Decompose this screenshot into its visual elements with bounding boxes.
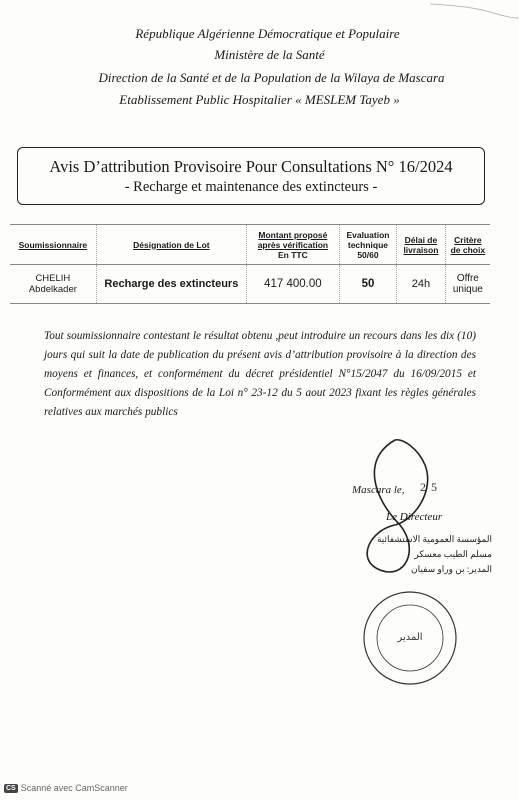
cell-soumissionnaire: CHELIH Abdelkader xyxy=(10,265,96,304)
table-header-row xyxy=(10,225,490,265)
cell-critere: Offre unique xyxy=(445,265,490,304)
cell-evaluation: 50 xyxy=(339,265,396,304)
director-stamp: المؤسسة العمومية الاستشفائية مسلم الطيب معسكر المدير: بن وراو سفيان xyxy=(376,534,492,574)
header-ministry: Ministère de la Santé xyxy=(214,47,325,62)
place-label: Mascara le, xyxy=(352,484,405,496)
header-montant: Montant proposé après vérification En TTC xyxy=(247,225,340,265)
notice-title-box xyxy=(17,147,485,205)
cell-delai: 24h xyxy=(397,265,446,304)
handwritten-date: 2 5 xyxy=(420,480,438,494)
cell-montant: 417 400.00 xyxy=(247,265,340,304)
header-direction: Direction de la Santé et de la Population de la Wilaya de Mascara xyxy=(98,70,445,85)
header-establishment: Etablissement Public Hospitalier « MESLEM Tayeb » xyxy=(119,92,400,107)
header-soumissionnaire: Soumissionnaire xyxy=(10,225,96,265)
corner-scribble xyxy=(430,0,519,20)
header-republic: République Algérienne Démocratique et Populaire xyxy=(135,26,400,41)
appeal-paragraph: Tout soumissionnaire contestant le résultat obtenu ,peut introduire un recours dans les dix (10) jours qui suit la date de publication du présent avis d’attribution provisoire à la direction des moyens et finances, et conformément du décret présidentiel N°15/2047 du 16/09/2015 et Conformément aux dispositions de la Loi n° 23-12 du 5 aout 2023 fixant les règles générales relatives aux marchés publics xyxy=(44,330,476,418)
cell-designation: Recharge des extincteurs xyxy=(96,265,246,304)
director-title: Le Directeur xyxy=(386,511,443,523)
scanner-text: Scanné avec CamScanner xyxy=(20,783,128,793)
header-evaluation: Evaluation technique 50/60 xyxy=(339,225,396,265)
header-delai: Délai de livraison xyxy=(397,225,446,265)
award-table xyxy=(10,224,490,304)
table-row xyxy=(10,265,490,304)
notice-subtitle: - Recharge et maintenance des extincteurs - xyxy=(124,179,378,195)
svg-text:المدير: المدير xyxy=(397,632,423,643)
notice-title: Avis D’attribution Provisoire Pour Consultations N° 16/2024 xyxy=(49,157,453,176)
header-critere: Critère de choix xyxy=(445,225,490,265)
camscanner-icon: CS xyxy=(6,785,16,793)
header-designation: Désignation de Lot xyxy=(96,225,246,265)
round-stamp xyxy=(360,588,460,688)
scanner-footer xyxy=(4,783,128,793)
